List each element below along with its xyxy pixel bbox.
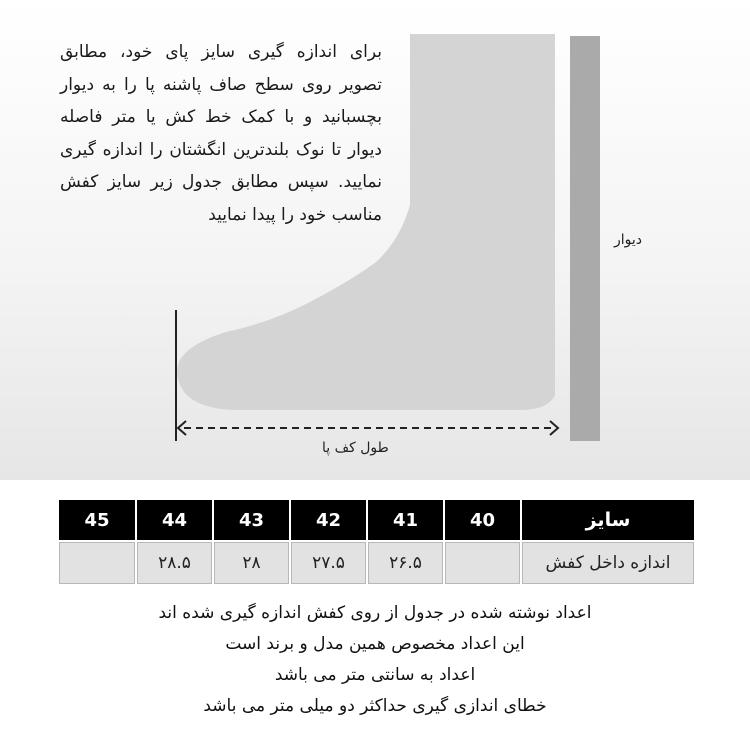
note-line: اعداد به سانتی متر می باشد xyxy=(274,665,476,685)
size-cell: 44 xyxy=(137,500,212,540)
size-cell: 43 xyxy=(214,500,289,540)
wall-bar-icon xyxy=(570,36,600,441)
size-header-label: سایز xyxy=(522,500,694,540)
size-cell: 40 xyxy=(445,500,520,540)
size-chart-table xyxy=(57,498,696,586)
length-cell: ۲۸.۵ xyxy=(137,542,212,584)
arrow-head-right xyxy=(550,421,558,435)
measurement-instructions: برای اندازه گیری سایز پای خود، مطابق تصویر روی سطح صاف پاشنه پا را به دیوار بچسبانید و با کمک خط کش یا متر فاصله دیوار تا نوک بلندترین انگشتان را اندازه گیری نمایید. سپس مطابق جدول زیر سایز کفش مناسب خود را پیدا نمایید xyxy=(60,42,382,225)
length-cell: ۲۶.۵ xyxy=(368,542,443,584)
foot-length-label: طول کف پا xyxy=(322,440,389,456)
size-cell: 41 xyxy=(368,500,443,540)
note-line: این اعداد مخصوص همین مدل و برند است xyxy=(225,634,525,654)
wall-label: دیوار xyxy=(614,232,643,248)
note-line: اعداد نوشته شده در جدول از روی کفش اندازه گیری شده اند xyxy=(158,603,592,623)
size-cell: 45 xyxy=(59,500,135,540)
size-header-row xyxy=(59,500,694,540)
length-cell: ۲۷.۵ xyxy=(291,542,366,584)
notes-block xyxy=(0,598,750,722)
inner-length-label: اندازه داخل کفش xyxy=(522,542,694,584)
inner-length-row xyxy=(59,542,694,584)
note-line: خطای اندازی گیری حداکثر دو میلی متر می باشد xyxy=(203,696,547,716)
length-cell xyxy=(59,542,135,584)
length-cell xyxy=(445,542,520,584)
size-cell: 42 xyxy=(291,500,366,540)
length-cell: ۲۸ xyxy=(214,542,289,584)
